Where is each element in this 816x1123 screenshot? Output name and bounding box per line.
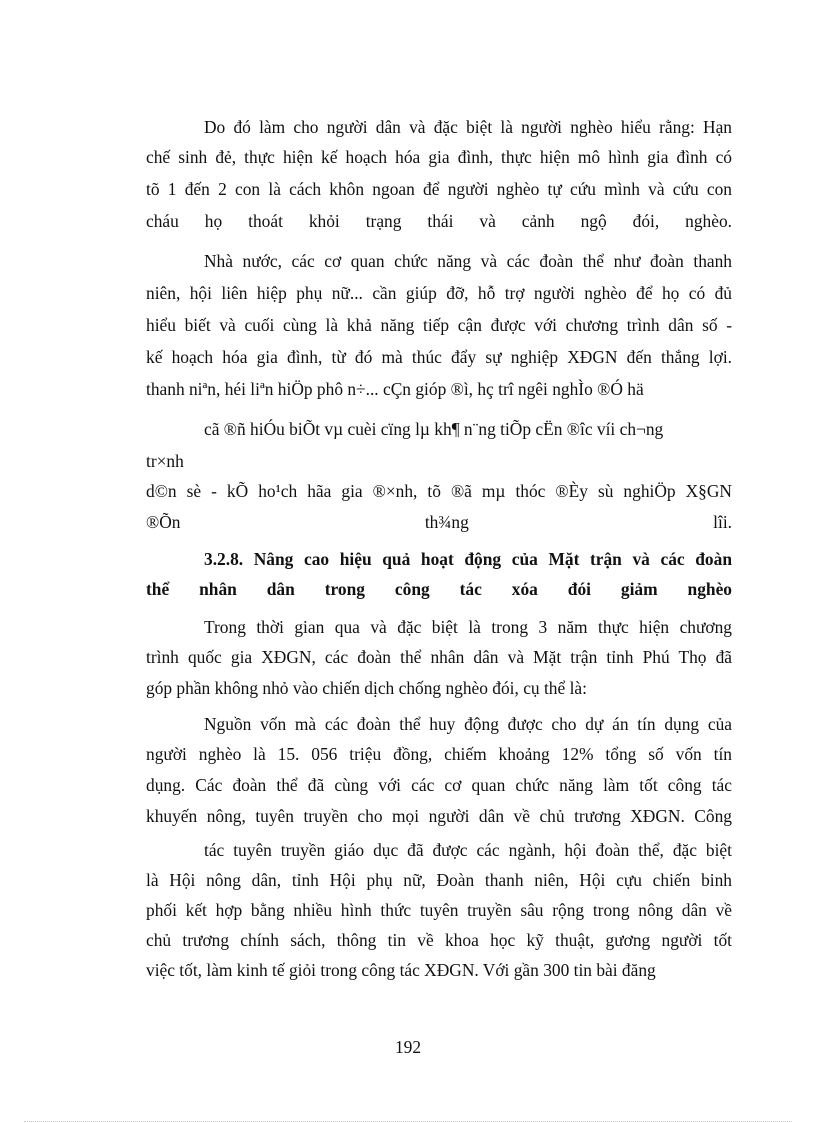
body-text-line: Do đó làm cho người dân và đặc biệt là người nghèo hiểu rằng: Hạn bbox=[204, 117, 732, 137]
body-text-line: tác tuyên truyền giáo dục đã được các ngành, hội đoàn thể, đặc biệt bbox=[204, 840, 732, 860]
body-text-line: việc tốt, làm kinh tế giỏi trong công tác XĐGN. Với gần 300 tin bài đăng bbox=[146, 960, 656, 980]
garbled-text-line: cã ®ñ hiÓu biÕt vµ cuèi cïng lµ kh¶ n¨ng tiÕp cËn ®îc víi ch¬ng bbox=[204, 419, 664, 439]
body-text-line: Nhà nước, các cơ quan chức năng và các đoàn thể như đoàn thanh bbox=[204, 251, 732, 271]
garbled-text-line: thanh niªn, héi liªn hiÖp phô n÷... cÇn gióp ®ì, hç trî ngêi nghÌo ®Ó hä bbox=[146, 379, 644, 399]
body-text-line: góp phần không nhỏ vào chiến dịch chống nghèo đói, cụ thể là: bbox=[146, 678, 587, 698]
body-text-line: chế sinh đẻ, thực hiện kế hoạch hóa gia đình, thực hiện mô hình gia đình có bbox=[146, 147, 732, 167]
body-text-line: Nguồn vốn mà các đoàn thể huy động được cho dự án tín dụng của bbox=[204, 714, 732, 734]
garbled-text-line: d©n sè - kÕ ho¹ch hãa gia ®×nh, tõ ®ã mµ thóc ®Èy sù nghiÖp X§GN bbox=[146, 481, 732, 501]
body-text-line: khuyến nông, tuyên truyền cho mọi người dân về chủ trương XĐGN. Công bbox=[146, 806, 732, 826]
body-text-line: Trong thời gian qua và đặc biệt là trong 3 năm thực hiện chương bbox=[204, 617, 732, 637]
page-bottom-border bbox=[24, 1121, 792, 1122]
body-text-line: trình quốc gia XĐGN, các đoàn thể nhân dân và Mặt trận tỉnh Phú Thọ đã bbox=[146, 647, 732, 667]
body-text-line: kế hoạch hóa gia đình, từ đó mà thúc đẩy sự nghiệp XĐGN đến thắng lợi. bbox=[146, 347, 732, 367]
garbled-text-line: ®Õn th¾ng lîi. bbox=[146, 512, 732, 532]
body-text-line: là Hội nông dân, tỉnh Hội phụ nữ, Đoàn thanh niên, Hội cựu chiến binh bbox=[146, 870, 732, 890]
body-text-line: tõ 1 đến 2 con là cách khôn ngoan để người nghèo tự cứu mình và cứu con bbox=[146, 179, 732, 199]
body-text-line: cháu họ thoát khỏi trạng thái và cảnh ngộ đói, nghèo. bbox=[146, 211, 732, 231]
body-text-line: hiểu biết và cuối cùng là khả năng tiếp cận được với chương trình dân số - bbox=[146, 315, 732, 335]
section-heading-line: 3.2.8. Nâng cao hiệu quả hoạt động của Mặt trận và các đoàn bbox=[204, 549, 732, 569]
body-text-line: niên, hội liên hiệp phụ nữ... cần giúp đỡ, hỗ trợ người nghèo để họ có đủ bbox=[146, 283, 732, 303]
body-text-line: dụng. Các đoàn thể đã cùng với các cơ quan chức năng làm tốt công tác bbox=[146, 775, 732, 795]
page-number: 192 bbox=[394, 1037, 422, 1057]
body-text-line: người nghèo là 15. 056 triệu đồng, chiếm khoảng 12% tổng số vốn tín bbox=[146, 744, 732, 764]
body-text-line: phối kết hợp bằng nhiều hình thức tuyên truyền sâu rộng trong nông dân về bbox=[146, 900, 732, 920]
body-text-line: chủ trương chính sách, thông tin về khoa học kỹ thuật, gương người tốt bbox=[146, 930, 732, 950]
garbled-text-line: tr×nh bbox=[146, 451, 184, 471]
section-heading-line: thể nhân dân trong công tác xóa đói giảm nghèo bbox=[146, 579, 732, 599]
